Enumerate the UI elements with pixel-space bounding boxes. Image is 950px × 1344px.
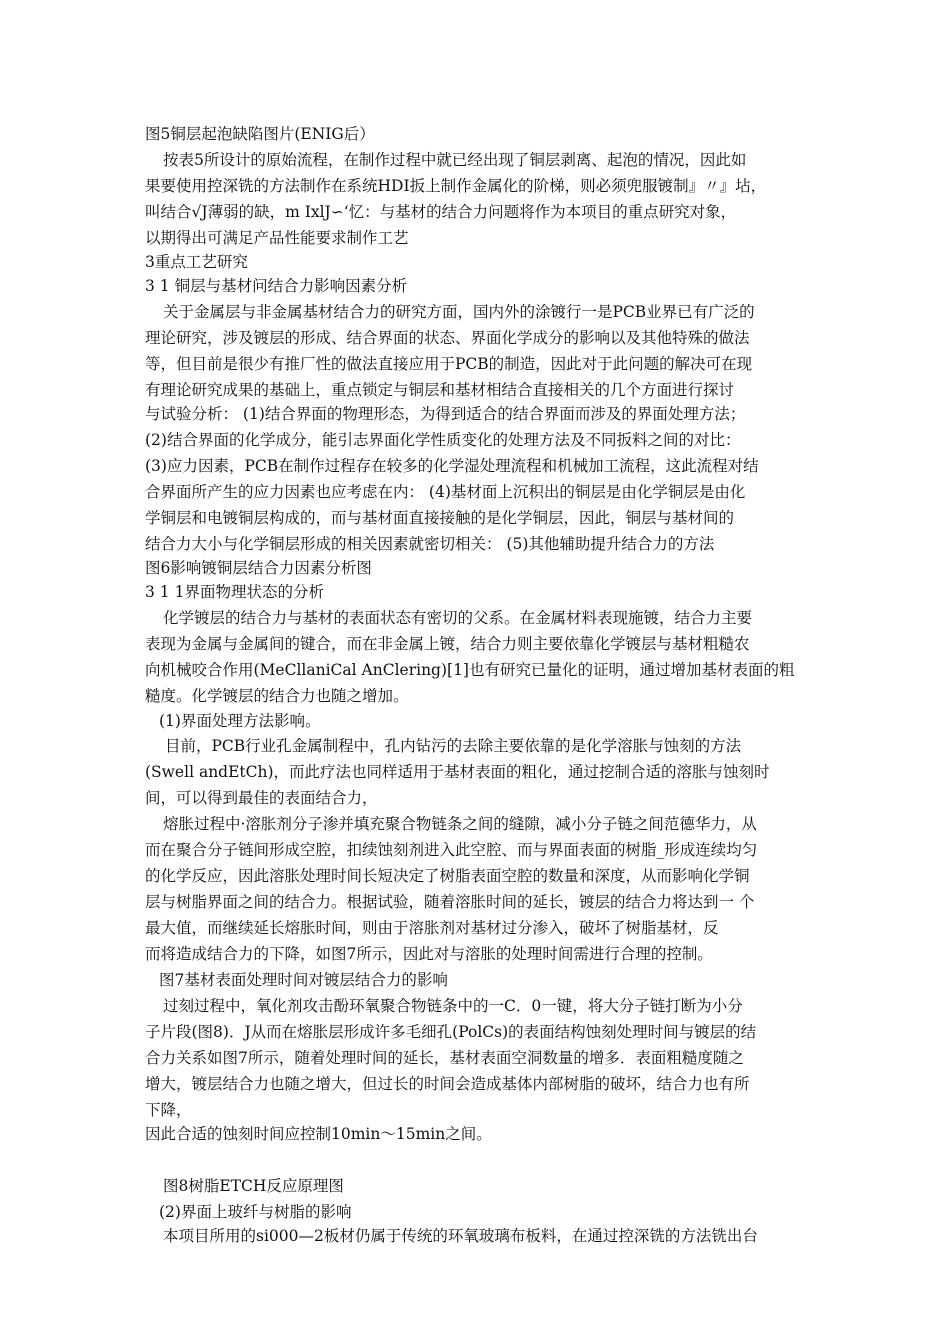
section-heading: 3重点工艺研究 bbox=[145, 253, 248, 271]
paragraph-line: 合界面所产生的应力因素也应考虑在内： (4)基材面上沉积出的铜层是由化学铜层是由化 bbox=[145, 483, 746, 501]
paragraph-line: 等，但目前是很少有推厂性的做法直接应用于PCB的制造，因此对于此问题的解决可在现 bbox=[145, 355, 753, 373]
paragraph-line: 最大值，而继续延长熔胀时间，则由于溶胀剂对基材过分渗入，破坏了树脂基材，反 bbox=[145, 919, 719, 937]
paragraph-line: 而在聚合分子链间形成空腔，扣续蚀刻剂进入此空腔、而与界面表面的树脂_形成连续均匀 bbox=[145, 841, 758, 859]
paragraph-line: 理论研究，涉及镀层的形成、结合界面的状态、界面化学成分的影响以及其他特殊的做法 bbox=[145, 329, 750, 347]
paragraph-line: 间，可以得到最佳的表面结合力， bbox=[145, 789, 378, 807]
paragraph-line: 按表5所设计的原始流程，在制作过程中就已经出现了铜层剥离、起泡的情况，因此如 bbox=[163, 151, 747, 169]
subsection-heading: 3 1 铜层与基材问结合力影响因素分析 bbox=[145, 277, 408, 295]
list-item-heading: (2)界面上玻纤与树脂的影响 bbox=[159, 1203, 352, 1221]
paragraph-line: 化学镀层的结合力与基材的表面状态有密切的父系。在金属材料表现施镀，结合力主要 bbox=[163, 609, 753, 627]
paragraph-line: 而将造成结合力的下降，如图7所示，因此对与溶胀的处理时间需进行合理的控制。 bbox=[145, 945, 713, 963]
paragraph-line: 果要使用控深铣的方法制作在系统HDI扳上制作金属化的阶梯，则必须兜服镀制』〃』坫， bbox=[145, 177, 767, 195]
paragraph-line: 有理论研究成果的基础上，重点锁定与铜层和基材相结合直接相关的几个方面进行探讨 bbox=[145, 381, 735, 399]
figure-caption: 图7基材表面处理时间对镀层结合力的影响 bbox=[159, 971, 448, 989]
paragraph-line: 合力关系如图7所示，随着处理时间的延长，基材表面空洞数量的增多．表面粗糙度随之 bbox=[145, 1049, 744, 1067]
paragraph-line: 叫结合√J薄弱的缺，m IxlJ∽‘忆：与基材的结合力问题将作为本项目的重点研究对象， bbox=[145, 203, 737, 221]
paragraph-line: 与试验分析： (1)结合界面的物理形态，为得到适合的结合界面而涉及的界面处理方法； bbox=[145, 405, 746, 423]
paragraph-line: 过刻过程中，氧化剂攻击酚环氧聚合物链条中的一C．0一键，将大分子链打断为小分 bbox=[163, 997, 743, 1015]
paragraph-line: 糙度。化学镀层的结合力也随之增加。 bbox=[145, 687, 409, 705]
paragraph-line: 关于金属层与非金属基材结合力的研究方面，国内外的涂镀行一是PCB业界已有广泛的 bbox=[163, 303, 755, 321]
figure-caption: 图8树脂ETCH反应原理图 bbox=[163, 1177, 344, 1195]
paragraph-line: (2)结合界面的化学成分，能引志界面化学性质变化的处理方法及不同扳料之间的对比： bbox=[145, 431, 741, 449]
paragraph-line: 层与树脂界面之间的结合力。根据试验，随着溶胀时间的延长，镀层的结合力将达到一 个 bbox=[145, 893, 755, 911]
paragraph-line: 增大，镀层结合力也随之增大，但过长的时间会造成基体内部树脂的破坏，结合力也有所 bbox=[145, 1075, 750, 1093]
paragraph-line: 的化学反应，因此溶胀处理时间长短决定了树脂表面空腔的数量和深度，从而影响化学铜 bbox=[145, 867, 750, 885]
subsection-heading: 3 1 1界面物理状态的分析 bbox=[145, 583, 324, 601]
paragraph-line: 因此合适的蚀刻时间应控制10min～15min之间。 bbox=[145, 1125, 492, 1143]
paragraph-line: (Swell andEtCh)，而此疗法也同样适用于基材表面的粗化，通过挖制合适的溶胀与蚀刻时 bbox=[145, 763, 770, 781]
paragraph-line: 结合力大小与化学铜层形成的相关因素就密切相关： (5)其他辅助提升结合力的方法 bbox=[145, 535, 715, 553]
paragraph-line: 子片段(图8)．J从而在熔胀层形成许多毛细孔(PolCs)的表面结构蚀刻处理时间与镀层的结 bbox=[145, 1023, 757, 1041]
paragraph-line: 学铜层和电镀铜层构成的，而与基材面直接接触的是化学铜层，因此，铜层与基材间的 bbox=[145, 509, 735, 527]
paragraph-line: 熔胀过程中·溶胀剂分子渗并填充聚合物链条之间的缝隙，减小分子链之间范德华力，从 bbox=[163, 815, 757, 833]
paragraph-line: 下降， bbox=[145, 1101, 192, 1119]
figure-caption: 图5铜层起泡缺陷图片(ENIG后） bbox=[145, 125, 375, 143]
paragraph-line: 向机械咬合作用(MeCllaniCal AnClering)[1]也有研究已量化的证明，通过增加基材表面的粗 bbox=[145, 661, 795, 679]
paragraph-line: 表现为金属与金属间的键合，而在非金属上镀，结合力则主要依靠化学镀层与基材粗糙农 bbox=[145, 635, 750, 653]
paragraph-line: 本项目所用的si000—2板材仍属于传统的环氧玻璃布板料，在通过控深铣的方法铣出台 bbox=[163, 1227, 758, 1245]
paragraph-line: 以期得出可满足产品性能要求制作工艺 bbox=[145, 229, 409, 247]
list-item-heading: (1)界面处理方法影响。 bbox=[159, 712, 321, 730]
paragraph-line: 目前，PCB行业孔金属制程中，孔内钻污的去除主要依靠的是化学溶胀与蚀刻的方法 bbox=[165, 737, 742, 755]
figure-caption: 图6影响镀铜层结合力因素分析图 bbox=[145, 559, 372, 577]
paragraph-line: (3)应力因素，PCB在制作过程存在较多的化学湿处理流程和机械加工流程，这此流程对结 bbox=[145, 457, 759, 475]
